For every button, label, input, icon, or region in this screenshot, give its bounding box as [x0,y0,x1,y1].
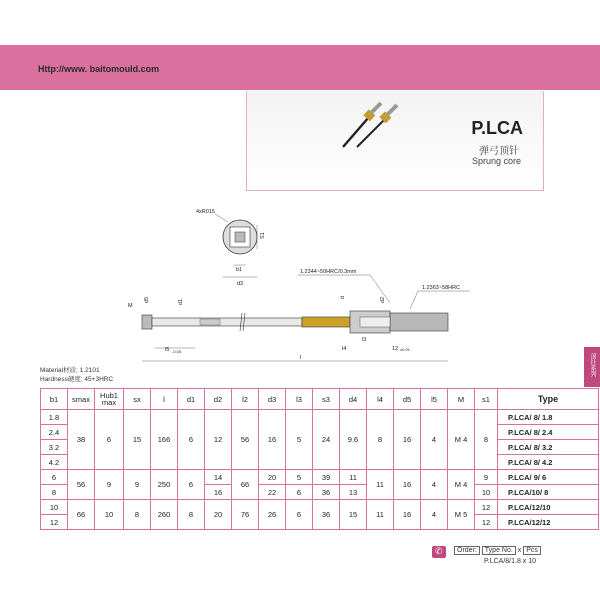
table-cell: 26 [259,500,286,530]
table-cell: 8 [41,485,68,500]
table-cell: 11 [340,470,367,485]
material-info [40,366,113,384]
col-d2: d2 [205,389,232,410]
table-cell: 6 [178,410,205,470]
table-cell: 8 [124,500,151,530]
table-cell: 16 [394,470,421,500]
col-smax: smax [68,389,95,410]
table-cell: 36 [313,500,340,530]
table-cell: 39 [313,470,340,485]
table-cell: 66 [232,470,259,500]
material-line: Material材质: 1.2101 [40,367,100,374]
table-cell: 16 [205,485,232,500]
l-label: l [300,355,302,361]
phone-icon[interactable] [432,546,446,558]
col-l2: l2 [232,389,259,410]
table-cell: 8 [475,410,498,470]
table-cell: 4 [421,410,448,470]
table-cell: 11 [367,470,394,500]
type-cell[interactable]: P.LCA/ 8/ 1.8 [498,410,599,425]
col-l5: l5 [421,389,448,410]
table-cell: 24 [313,410,340,470]
note-hardness-2: 1.2363~58HRC [422,285,461,291]
table-cell: 13 [340,485,367,500]
l2-tol: ±0.01 [400,347,410,352]
type-cell[interactable]: P.LCA/ 8/ 3.2 [498,440,599,455]
l2-label: 12 [392,346,399,352]
table-cell: 6 [41,470,68,485]
table-cell: 4 [421,500,448,530]
b1-label: b1 [236,267,243,273]
table-cell: M 4 [448,470,475,500]
hardness-line: Hardness硬度: 45+3HRC [40,376,114,383]
col-d1: d1 [178,389,205,410]
table-cell: 6 [178,470,205,500]
col-d3: d3 [259,389,286,410]
table-header-row [41,389,599,410]
table-cell: 20 [205,500,232,530]
col-sx: sx [124,389,151,410]
table-cell: 10 [95,500,124,530]
col-d4: d4 [340,389,367,410]
col-l3: l3 [286,389,313,410]
s1-label: S1 [260,232,266,239]
table-cell: 12 [475,515,498,530]
table-cell: 9 [475,470,498,485]
table-cell: 15 [340,500,367,530]
table-cell: 10 [41,500,68,515]
table-cell: 20 [259,470,286,485]
pcs-label: Pcs [523,546,541,555]
side-tab-label: 顶针系列 [589,353,595,377]
table-cell: 12 [205,410,232,470]
table-cell: 9 [124,470,151,500]
spec-table [40,388,599,530]
side-category-tab[interactable] [584,347,600,387]
table-cell: 166 [151,410,178,470]
table-cell: 16 [394,410,421,470]
table-cell: 4 [421,470,448,500]
table-cell: 14 [205,470,232,485]
d3-label: d3 [237,281,244,287]
table-cell: 8 [367,410,394,470]
table-cell: 3.2 [41,440,68,455]
table-cell: 6 [95,410,124,470]
note-hardness-1: 1.2344~50HRC/0.3mm [300,269,357,275]
times-sign: x [517,547,522,554]
pin-shaft [152,318,302,326]
table-cell: 6 [286,485,313,500]
d2-label: d2 [380,296,386,303]
website-url[interactable]: Http://www. baitomould.com [38,64,160,74]
col-d5: d5 [394,389,421,410]
l3-label: l3 [362,337,367,343]
product-header-box [246,91,544,191]
product-name-en: Sprung core [471,156,521,166]
table-cell: 56 [232,410,259,470]
table-cell: 16 [259,410,286,470]
type-cell[interactable]: P.LCA/10/ 8 [498,485,599,500]
table-cell: 5 [286,470,313,485]
product-code: P.LCA [471,118,523,138]
table-cell: 6 [286,500,313,530]
table-cell: 1.8 [41,410,68,425]
table-cell: 15 [124,410,151,470]
m-label: M [128,303,133,309]
table-cell: 12 [41,515,68,530]
col-l4: l4 [367,389,394,410]
table-cell: 5 [286,410,313,470]
table-cell: 4.2 [41,455,68,470]
table-row [41,410,599,425]
product-name-cn: 弹弓顶针 [479,146,519,157]
sprung-core-pins-image [335,101,415,151]
type-no-label: Type No. [482,546,516,555]
l5-tol: -0.05 [172,349,182,354]
table-cell: 38 [68,410,95,470]
type-cell[interactable]: P.LCA/12/10 [498,500,599,515]
type-cell[interactable]: P.LCA/ 8/ 4.2 [498,455,599,470]
table-cell: 250 [151,470,178,500]
col-hub1: Hub1 max [95,389,124,410]
table-cell: 56 [68,470,95,500]
type-cell[interactable]: P.LCA/12/12 [498,515,599,530]
d5-label: d5 [144,296,150,303]
table-cell: 66 [68,500,95,530]
table-cell: 22 [259,485,286,500]
table-cell: 16 [394,500,421,530]
d-label: d [340,295,346,299]
l5-label: l5 [165,347,170,353]
order-example: P.LCA/8/1.8 x 10 [484,558,537,565]
table-cell: 9 [95,470,124,500]
sleeve-gold [302,317,350,327]
radius-label: 4xR015 [196,209,215,215]
l4-label: l4 [342,346,347,352]
col-l: l [151,389,178,410]
table-cell: 36 [313,485,340,500]
table-row [41,470,599,485]
type-cell[interactable]: P.LCA/ 9/ 6 [498,470,599,485]
table-row [41,500,599,515]
technical-drawing [120,205,500,367]
type-cell[interactable]: P.LCA/ 8/ 2.4 [498,425,599,440]
col-M: M [448,389,475,410]
col-b1: b1 [41,389,68,410]
d1-label: d1 [178,298,184,305]
col-s3: s3 [313,389,340,410]
table-cell: 8 [178,500,205,530]
table-cell: 260 [151,500,178,530]
table-cell: 76 [232,500,259,530]
table-cell: 12 [475,500,498,515]
table-cell: 9.6 [340,410,367,470]
col-type: Type [498,389,599,410]
table-cell: M 4 [448,410,475,470]
table-cell: 11 [367,500,394,530]
table-cell: 10 [475,485,498,500]
table-cell: M 5 [448,500,475,530]
col-s1: s1 [475,389,498,410]
table-cell: 2.4 [41,425,68,440]
order-label: Order: [454,546,480,555]
